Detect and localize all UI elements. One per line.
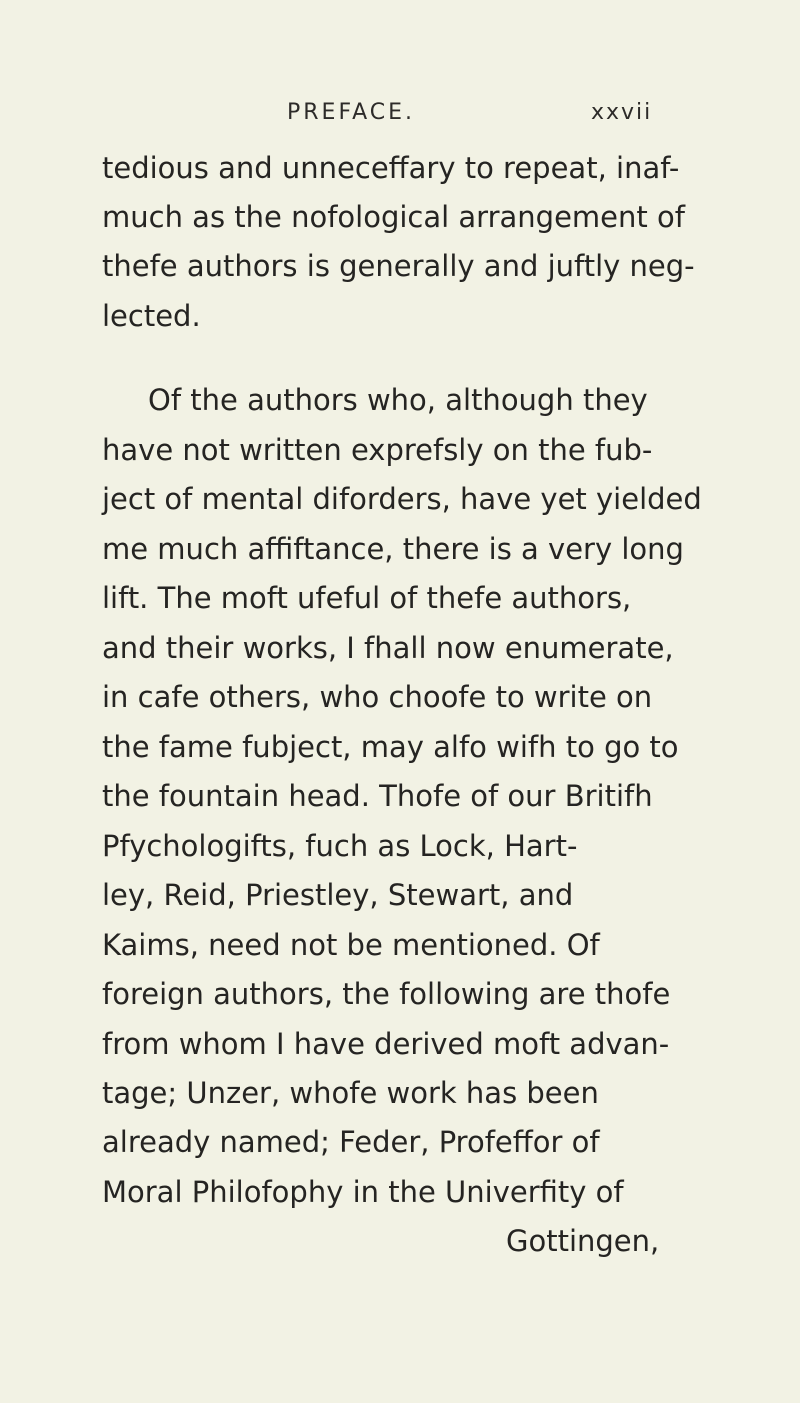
catchword: Gottingen,: [506, 1224, 660, 1258]
paragraph-start-line: Of the authors who, although they: [148, 383, 648, 417]
page-number: xxvii: [591, 100, 653, 125]
text-line: thefe authors is generally and juftly neg-: [102, 249, 695, 283]
text-line: lected.: [102, 299, 201, 333]
text-line: lift. The moft ufeful of thefe authors,: [102, 581, 632, 615]
text-line: much as the nofological arrangement of: [102, 200, 685, 234]
text-line: me much affiftance, there is a very long: [102, 532, 684, 566]
text-line: from whom I have derived moft advan-: [102, 1027, 670, 1061]
text-line: and their works, I fhall now enumerate,: [102, 631, 674, 665]
text-line: the fame fubject, may alfo wifh to go to: [102, 730, 679, 764]
text-line: Pfychologifts, fuch as Lock, Hart-: [102, 829, 578, 863]
text-line: tage; Unzer, whofe work has been: [102, 1076, 599, 1110]
text-line: ject of mental diforders, have yet yielded: [102, 482, 702, 516]
text-line: ley, Reid, Priestley, Stewart, and: [102, 878, 574, 912]
text-line: foreign authors, the following are thofe: [102, 977, 671, 1011]
text-line: already named; Feder, Profeffor of: [102, 1125, 600, 1159]
text-line: Moral Philofophy in the Univerfity of: [102, 1175, 624, 1209]
text-line: the fountain head. Thofe of our Britifh: [102, 779, 653, 813]
text-line: have not written exprefsly on the fub-: [102, 433, 653, 467]
text-line: Kaims, need not be mentioned. Of: [102, 928, 600, 962]
text-line: in cafe others, who choofe to write on: [102, 680, 653, 714]
text-line: tedious and unneceffary to repeat, inaf-: [102, 151, 680, 185]
running-head: PREFACE.: [287, 100, 416, 125]
